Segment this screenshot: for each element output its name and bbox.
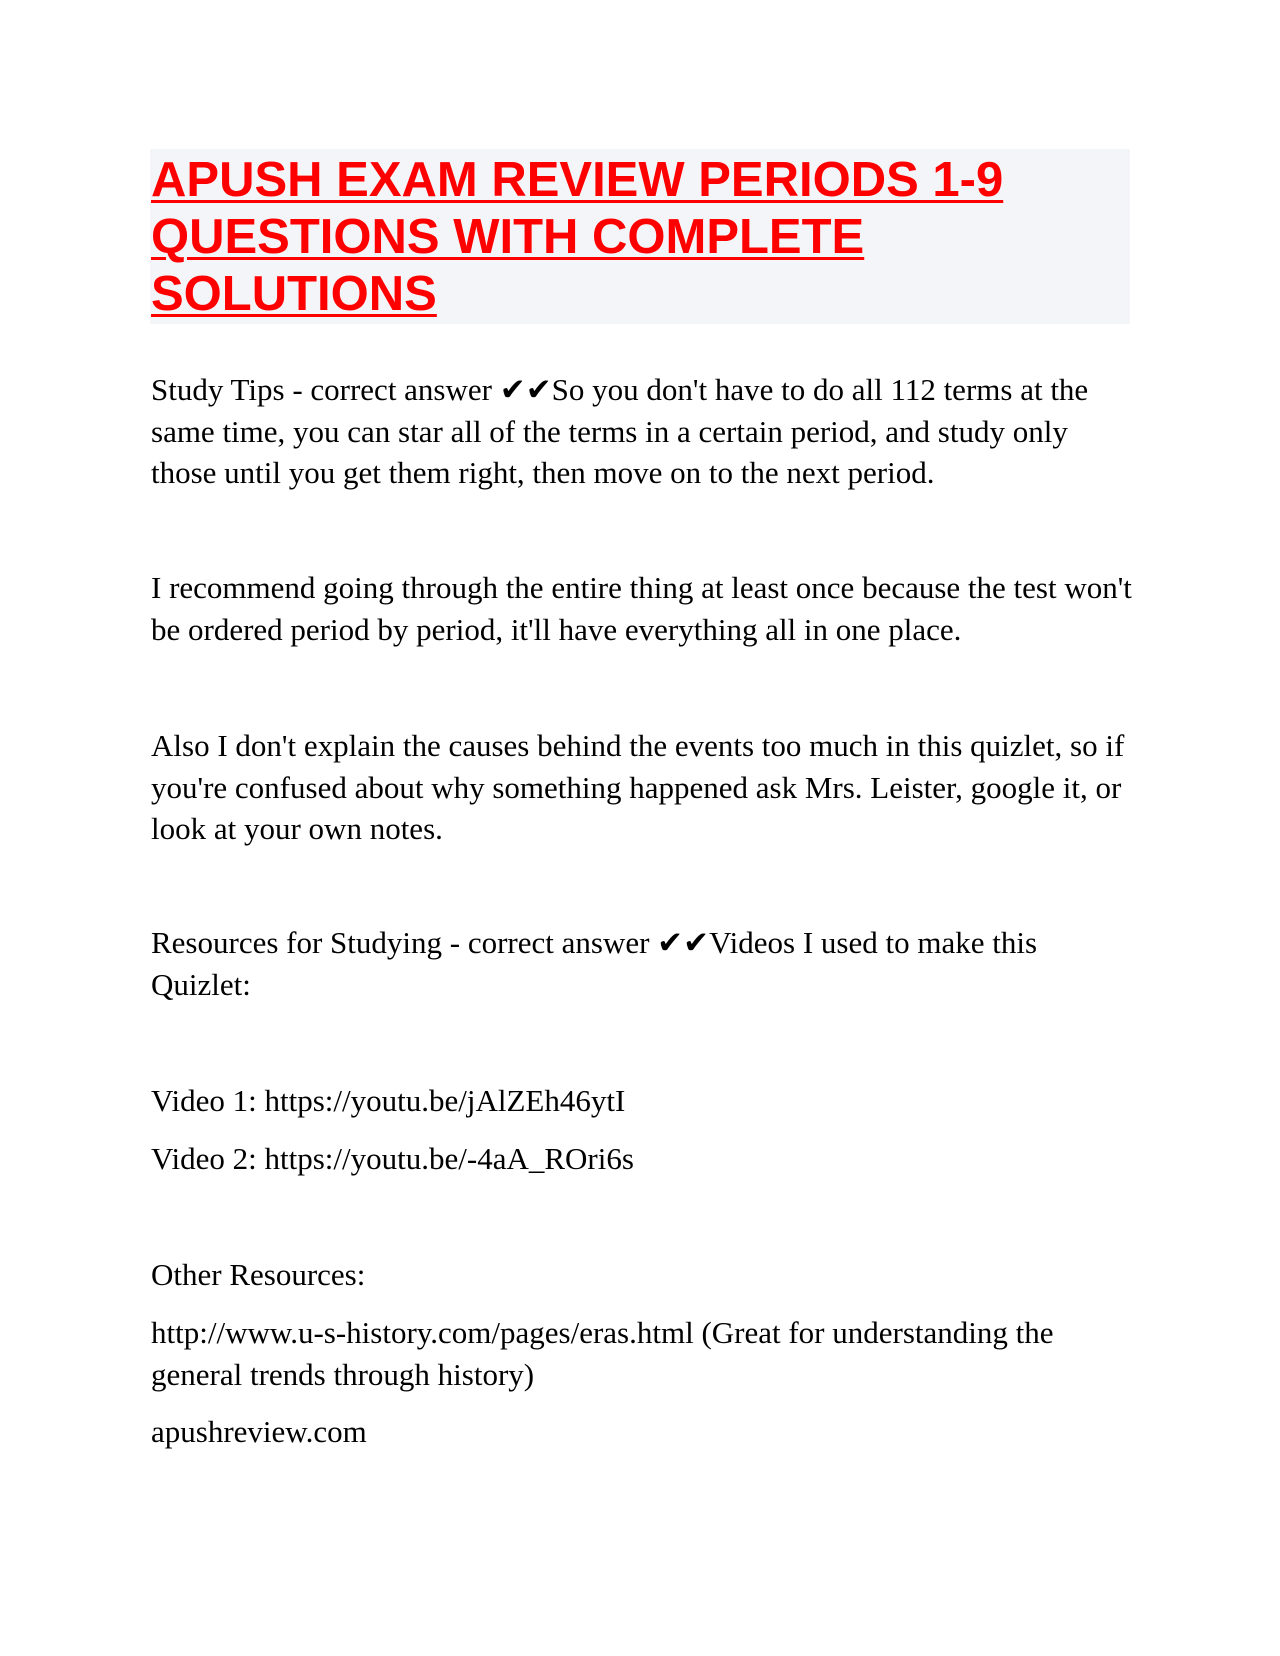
video-link-1: Video 1: https://youtu.be/jAlZEh46ytI: [151, 1083, 626, 1118]
paragraph-recommendation: I recommend going through the entire thing at least once because the test won't be ordered period by period, it'll have everything all in one place.: [151, 570, 1132, 647]
video-link-2: Video 2: https://youtu.be/-4aA_ROri6s: [151, 1141, 634, 1176]
paragraph-causes-note: Also I don't explain the causes behind the events too much in this quizlet, so if you're confused about why something happened ask Mrs. Leister, google it, or look at your own notes.: [151, 728, 1125, 846]
resource-link-apushreview: apushreview.com: [151, 1414, 367, 1449]
document-title: APUSH EXAM REVIEW PERIODS 1-9 QUESTIONS WITH COMPLETE SOLUTIONS: [151, 153, 1004, 321]
paragraph-study-tips: Study Tips - correct answer ✔✔So you don't have to do all 112 terms at the same time, you can star all of the terms in a certain period, and study only those until you get them right, then move on to the next period.: [151, 372, 1089, 490]
paragraph-resources-for-studying: Resources for Studying - correct answer ✔✔Videos I used to make this Quizlet:: [151, 925, 1038, 1002]
other-resources-heading: Other Resources:: [151, 1257, 366, 1292]
resource-link-us-history: http://www.u-s-history.com/pages/eras.html (Great for understanding the general trends through history): [151, 1315, 1054, 1392]
